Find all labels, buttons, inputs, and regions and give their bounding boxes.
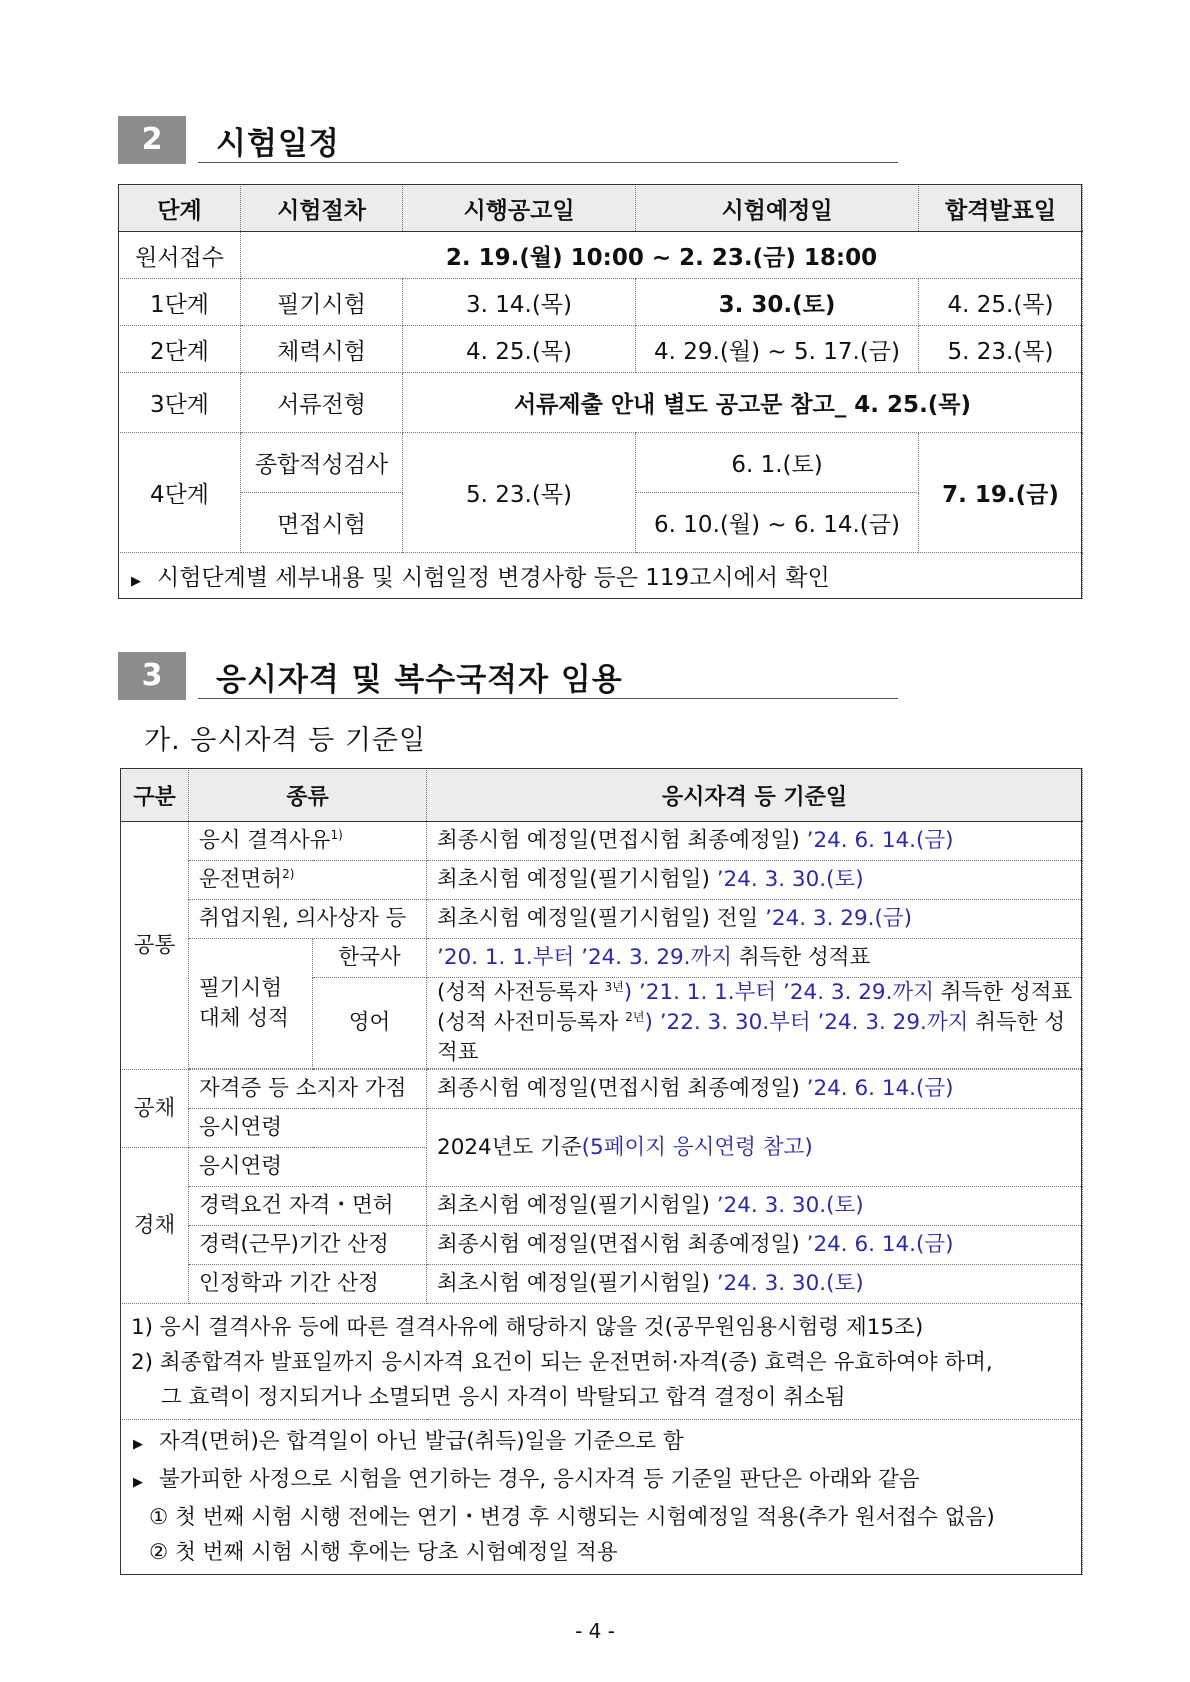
table-row <box>121 1187 1083 1226</box>
stage-cell: 2단계 <box>119 326 241 373</box>
procedure-cell: 체력시험 <box>241 326 403 373</box>
kind-text: 운전면허 <box>199 867 283 892</box>
kind-text: 대체 성적 <box>199 1005 289 1031</box>
stage-cell: 1단계 <box>119 279 241 326</box>
criteria-cell <box>427 1187 1083 1226</box>
kind-cell: 인정학과 기간 산정 <box>189 1265 427 1304</box>
section-title: 응시자격 및 복수국적자 임용 <box>216 662 623 698</box>
notice-cell: 4. 25.(목) <box>403 326 636 373</box>
exam-cell: 4. 29.(월) ~ 5. 17.(금) <box>636 326 919 373</box>
subsection-title: 가. 응시자격 등 기준일 <box>144 725 427 756</box>
header-notice-date: 시행공고일 <box>403 185 636 232</box>
procedure-cell: 필기시험 <box>241 279 403 326</box>
section-title: 시험일정 <box>216 126 340 162</box>
note-row <box>121 1420 1083 1575</box>
section-underline <box>198 698 898 699</box>
table-row <box>121 1265 1083 1304</box>
triangle-bullet-icon: ▶ <box>133 1437 143 1452</box>
group-career: 경채 <box>121 1148 189 1304</box>
criteria-date: ’24. 6. 14.(금) <box>806 1232 954 1257</box>
kind-text: 필기시험 <box>199 975 283 1001</box>
criteria-text: 취득한 성적표 <box>933 980 1073 1005</box>
criteria-text: 취득한 성적표 <box>732 945 871 970</box>
header-procedure: 시험절차 <box>241 185 403 232</box>
footnote-mark: 2) <box>282 866 295 881</box>
schedule-note <box>119 553 1083 599</box>
kind-cell <box>189 861 427 900</box>
kind-cell: 응시연령 <box>189 1109 427 1148</box>
criteria-cell <box>427 939 1083 978</box>
sub-kind-cell: 한국사 <box>313 939 427 978</box>
table-row <box>119 433 1083 493</box>
footnote-row <box>121 1304 1083 1420</box>
table-note-row <box>119 553 1083 599</box>
note-text: 불가피한 사정으로 시험을 연기하는 경우, 응시자격 등 기준일 판단은 아래와 같음 <box>159 1467 920 1492</box>
result-cell: 4. 25.(목) <box>919 279 1083 326</box>
result-cell: 5. 23.(목) <box>919 326 1083 373</box>
criteria-text: 최초시험 예정일(필기시험일) <box>437 1271 717 1296</box>
criteria-date: ) ’22. 3. 30.부터 ’24. 3. 29.까지 <box>644 1010 969 1035</box>
criteria-text: 최종시험 예정일(면접시험 최종예정일) <box>437 828 807 853</box>
group-public: 공채 <box>121 1070 189 1148</box>
stage-cell: 3단계 <box>119 373 241 433</box>
criteria-cell <box>427 978 1083 1069</box>
section-underline <box>198 162 898 163</box>
exam-cell: 3. 30.(토) <box>636 279 919 326</box>
criteria-cell <box>427 900 1083 939</box>
criteria-cell <box>427 1109 1083 1187</box>
footnote: 그 효력이 정지되거나 소멸되면 응시 자격이 박탈되고 합격 결정이 취소됨 <box>161 1385 846 1410</box>
table-row <box>121 1070 1083 1109</box>
criteria-cell <box>427 1226 1083 1265</box>
notes-cell <box>121 1420 1083 1575</box>
notice-cell: 3. 14.(목) <box>403 279 636 326</box>
table-row <box>119 279 1083 326</box>
table-row <box>121 822 1083 861</box>
criteria-text: 최초시험 예정일(필기시험일) <box>437 1193 717 1218</box>
exam-cell: 6. 1.(토) <box>636 433 919 493</box>
kind-cell <box>189 939 313 1069</box>
criteria-line <box>437 978 1082 1008</box>
criteria-date: ) ’21. 1. 1.부터 ’24. 3. 29.까지 <box>623 980 934 1005</box>
footnote: 2) 최종합격자 발표일까지 응시자격 요건이 되는 운전면허·자격(증) 효력은 유효하여야 하며, <box>131 1350 993 1375</box>
sub-kind-cell: 영어 <box>313 978 427 1069</box>
schedule-table <box>118 184 1083 599</box>
note-text: ① 첫 번째 시험 시행 전에는 연기・변경 후 시행되는 시험예정일 적용(추가 원서접수 없음) <box>149 1505 995 1530</box>
stage-cell: 원서접수 <box>119 232 241 279</box>
kind-cell: 취업지원, 의사상자 등 <box>189 900 427 939</box>
notice-cell: 5. 23.(목) <box>403 433 636 553</box>
criteria-table <box>120 768 1083 1575</box>
note-text: 자격(면허)은 합격일이 아닌 발급(취득)일을 기준으로 함 <box>159 1429 684 1454</box>
header-result-date: 합격발표일 <box>919 185 1083 232</box>
criteria-date: ’20. 1. 1.부터 ’24. 3. 29.까지 <box>437 945 733 970</box>
header-category: 구분 <box>121 769 189 822</box>
triangle-bullet-icon: ▶ <box>131 574 141 589</box>
criteria-text: 2024년도 기준 <box>437 1134 582 1160</box>
criteria-date: ’24. 6. 14.(금) <box>806 1076 954 1101</box>
section-number: 3 <box>118 652 186 700</box>
criteria-cell <box>427 822 1083 861</box>
table-row <box>119 373 1083 433</box>
criteria-text: 최초시험 예정일(필기시험일) 전일 <box>437 906 766 931</box>
note-text: 시험단계별 세부내용 및 시험일정 변경사항 등은 119고시에서 확인 <box>157 565 830 591</box>
table-row <box>119 232 1083 279</box>
criteria-cell <box>427 1070 1083 1109</box>
stage-cell: 4단계 <box>119 433 241 553</box>
criteria-text: 최종시험 예정일(면접시험 최종예정일) <box>437 1232 807 1257</box>
period-mark: 2년 <box>625 1009 645 1024</box>
table-row <box>121 939 1083 978</box>
procedure-cell: 면접시험 <box>241 493 403 553</box>
table-row <box>121 861 1083 900</box>
triangle-bullet-icon: ▶ <box>133 1475 143 1490</box>
reception-period: 2. 19.(월) 10:00 ~ 2. 23.(금) 18:00 <box>241 232 1083 279</box>
criteria-date: ’24. 3. 29.(금) <box>765 906 913 931</box>
header-exam-date: 시험예정일 <box>636 185 919 232</box>
kind-cell: 응시연령 <box>189 1148 427 1187</box>
kind-cell <box>189 822 427 861</box>
table-row <box>121 1226 1083 1265</box>
procedure-cell: 서류전형 <box>241 373 403 433</box>
criteria-line <box>437 1008 1082 1068</box>
period-mark: 3년 <box>604 979 624 994</box>
header-stage: 단계 <box>119 185 241 232</box>
footnotes-cell <box>121 1304 1083 1420</box>
header-criteria-date: 응시자격 등 기준일 <box>427 769 1083 822</box>
criteria-reference: (5페이지 응시연령 참고) <box>581 1134 813 1160</box>
criteria-date: ’24. 6. 14.(금) <box>806 828 954 853</box>
note-item <box>133 1462 1072 1500</box>
criteria-text: (성적 사전미등록자 <box>437 1010 626 1035</box>
criteria-date: ’24. 3. 30.(토) <box>716 1271 864 1296</box>
criteria-cell <box>427 1265 1083 1304</box>
kind-cell: 자격증 등 소지자 가점 <box>189 1070 427 1109</box>
header-type: 종류 <box>189 769 427 822</box>
table-header-row <box>121 769 1083 822</box>
criteria-date: ’24. 3. 30.(토) <box>716 867 864 892</box>
section-number: 2 <box>118 116 186 164</box>
procedure-cell: 종합적성검사 <box>241 433 403 493</box>
table-row <box>121 1109 1083 1148</box>
note-text: ② 첫 번째 시험 시행 후에는 당초 시험예정일 적용 <box>149 1540 618 1565</box>
kind-text: 응시 결격사유 <box>199 828 331 853</box>
note-item <box>133 1424 1072 1462</box>
page-number: - 4 - <box>575 1619 615 1643</box>
exam-cell: 6. 10.(월) ~ 6. 14.(금) <box>636 493 919 553</box>
result-cell: 7. 19.(금) <box>919 433 1083 553</box>
table-row <box>121 900 1083 939</box>
kind-cell: 경력(근무)기간 산정 <box>189 1226 427 1265</box>
footnote-mark: 1) <box>330 827 343 842</box>
kind-cell: 경력요건 자격・면허 <box>189 1187 427 1226</box>
table-header-row <box>119 185 1083 232</box>
criteria-cell <box>427 861 1083 900</box>
criteria-date: ’24. 3. 30.(토) <box>716 1193 864 1218</box>
document-screening-note: 서류제출 안내 별도 공고문 참고_ 4. 25.(목) <box>403 373 1083 433</box>
criteria-text: 최초시험 예정일(필기시험일) <box>437 867 717 892</box>
criteria-text: 취득한 성적표 <box>437 1010 1066 1065</box>
group-common: 공통 <box>121 822 189 1070</box>
criteria-text: (성적 사전등록자 <box>437 980 605 1005</box>
table-row <box>119 326 1083 373</box>
criteria-text: 최종시험 예정일(면접시험 최종예정일) <box>437 1076 807 1101</box>
footnote: 1) 응시 결격사유 등에 따른 결격사유에 해당하지 않을 것(공무원임용시험령 제15조) <box>131 1315 924 1340</box>
